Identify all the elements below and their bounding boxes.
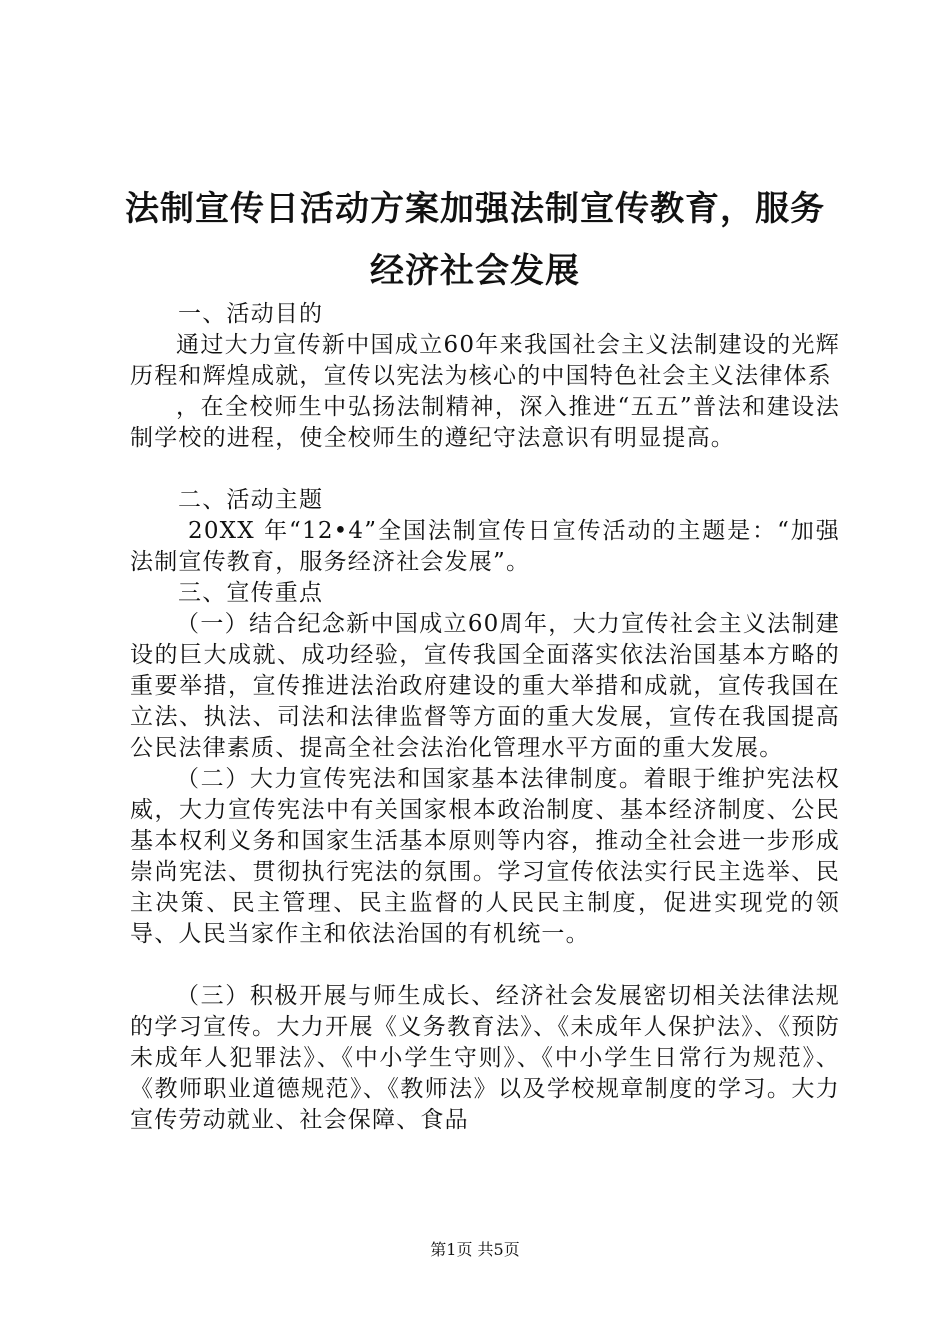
paragraph-spacer: [130, 454, 840, 485]
title-line-1: 法制宣传日活动方案加强法制宣传教育，服务: [125, 189, 825, 229]
paragraph-focus-item-3: （三）积极开展与师生成长、经济社会发展密切相关法律法规的学习宣传。大力开展《义务教育法》、《未成年人保护法》、《预防未成年人犯罪法》、《中小学生守则》、《中小学生日常行为规范》、《教师职业道德规范》、《教师法》以及学校规章制度的学习。大力宣传劳动就业、社会保障、食品: [130, 983, 840, 1133]
paragraph-focus-item-2: （二）大力宣传宪法和国家基本法律制度。着眼于维护宪法权威，大力宣传宪法中有关国家根本政治制度、基本经济制度、公民基本权利义务和国家生活基本原则等内容，推动全社会进一步形成崇尚宪法、贯彻执行宪法的氛围。学习宣传依法实行民主选举、民主决策、民主管理、民主监督的人民民主制度，促进实现党的领导、人民当家作主和依法治国的有机统一。: [130, 766, 840, 947]
page-number-footer: 第1页 共5页: [430, 1240, 520, 1259]
paragraph-purpose-1: 通过大力宣传新中国成立60年来我国社会主义法制建设的光辉历程和辉煌成就，宣传以宪法为核心的中国特色社会主义法律体系: [130, 332, 840, 389]
paragraph-spacer: [130, 950, 840, 981]
section-heading-purpose: 一、活动目的: [178, 301, 324, 327]
section-heading-focus: 三、宣传重点: [178, 580, 324, 606]
document-title: [110, 178, 840, 302]
paragraph-theme: 20XX 年“12•4”全国法制宣传日宣传活动的主题是：“加强法制宣传教育，服务经济社会发展”。: [130, 518, 840, 575]
section-heading-theme: 二、活动主题: [178, 487, 324, 513]
paragraph-purpose-2: ，在全校师生中弘扬法制精神，深入推进“五五”普法和建设法制学校的进程，使全校师生的遵纪守法意识有明显提高。: [130, 394, 840, 451]
document-body: [130, 299, 840, 1136]
paragraph-focus-item-1: （一）结合纪念新中国成立60周年，大力宣传社会主义法制建设的巨大成就、成功经验，宣传我国全面落实依法治国基本方略的重要举措，宣传推进法治政府建设的重大举措和成就，宣传我国在立法、执法、司法和法律监督等方面的重大发展，宣传在我国提高公民法律素质、提高全社会法治化管理水平方面的重大发展。: [130, 611, 840, 761]
title-line-2: 经济社会发展: [370, 251, 580, 291]
